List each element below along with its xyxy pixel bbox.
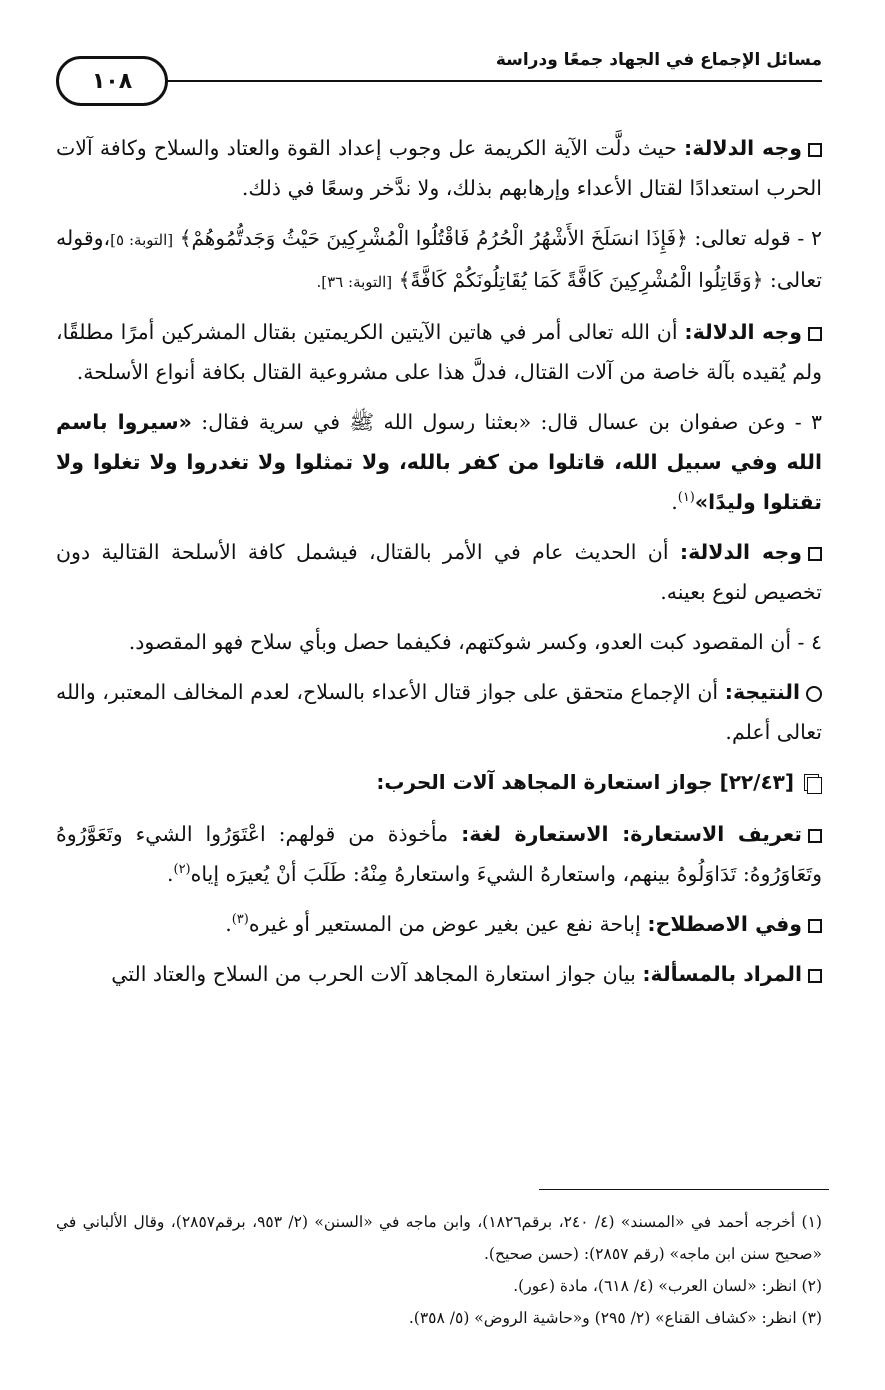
paragraph-8: تعريف الاستعارة: الاستعارة لغة: مأخوذة من قولهم: اعْتَوَرُوا الشيء وتَعَوَّرُوهُ وتَعَاوَرُوهُ: تَدَاوَلُوهُ بينهم، واستعارهُ الشيءَ واستعارهُ مِنْهُ: طَلَبَ أنْ يُعيرَه إياه$^{(٢)}$. (56, 822, 822, 886)
text: حيث دلَّت الآية الكريمة عل وجوب إعداد القوة والعتاد والسلاح وكافة آلات الحرب استعدادًا لقتال الأعداء وإرهابهم بذلك، ولا ندَّخر وسعًا في ذلك. (56, 136, 822, 200)
label: وجه الدلالة: (684, 320, 802, 344)
footnote-1: (١) أخرجه أحمد في «المسند» (٤/ ٢٤٠، برقم١٨٢٦)، وابن ماجه في «السنن» (٢/ ٩٥٣، برقم٢٨٥٧)، وقال الألباني في «صحيح سنن ابن ماجه» (رقم ٢٨٥٧): (حسن صحيح). (56, 1213, 822, 1263)
footnote-ref: (١) (677, 490, 695, 506)
text: أن الله تعالى أمر في هاتين الآيتين الكريمتين بقتال المشركين أمرًا مطلقًا، ولم يُقيده بآلة خاصة من آلات القتال، فدلَّ هذا على مشروعية القتال بكافة أنواع الأسلحة. (56, 320, 822, 384)
square-bullet-icon (808, 327, 822, 341)
label: وفي الاصطلاح: (647, 912, 802, 936)
label: المراد بالمسألة: (642, 962, 802, 986)
square-bullet-icon (808, 919, 822, 933)
square-bullet-icon (808, 829, 822, 843)
square-bullet-icon (808, 969, 822, 983)
heading-text: [٢٢/٤٣] جواز استعارة المجاهد آلات الحرب: (376, 770, 794, 794)
label: وجه الدلالة: (684, 136, 802, 160)
text: أن الحديث عام في الأمر بالقتال، فيشمل كافة الأسلحة القتالية دون تخصيص لنوع بعينه. (56, 540, 822, 604)
paragraph-2 (56, 218, 822, 302)
main-text (56, 128, 822, 1004)
square-bullet-icon (808, 143, 822, 157)
paragraph-4 (56, 402, 822, 522)
quran-verse: ﴿وَقَاتِلُوا الْمُشْرِكِينَ كَافَّةً كَمَا يُقَاتِلُونَكُمْ كَافَّةً﴾ (398, 268, 764, 292)
paragraph-9: وفي الاصطلاح: إباحة نفع عين بغير عوض من المستعير أو غيره$^{(٣)}$. (56, 904, 822, 944)
paragraph-7 (56, 672, 822, 752)
section-heading (56, 762, 822, 802)
square-bullet-icon (808, 547, 822, 561)
circle-bullet-icon (806, 686, 822, 702)
book-icon (804, 774, 822, 794)
label: تعريف الاستعارة: الاستعارة لغة: (461, 822, 802, 846)
quran-verse: ﴿فَإِذَا انسَلَخَ الأَشْهُرُ الْحُرُمُ فَاقْتُلُوا الْمُشْرِكِينَ حَيْثُ وَجَدتُّمُوهُمْ﴾ (179, 226, 688, 250)
text: بيان جواز استعارة المجاهد آلات الحرب من السلاح والعتاد التي (111, 962, 636, 986)
verse-reference: [التوبة: ٥] (110, 231, 174, 249)
text: ٤ - أن المقصود كبت العدو، وكسر شوكتهم، فكيفما حصل وبأي سلاح فهو المقصود. (128, 630, 822, 654)
hadith-text: «سيروا باسم الله وفي سبيل الله، قاتلوا من كفر بالله، ولا تمثلوا ولا تغدروا ولا تغلوا ولا تقتلوا وليدًا» (56, 410, 822, 514)
label: النتيجة: (724, 680, 800, 704)
paragraph-6 (56, 622, 822, 662)
text: ،وقوله تعالى: (56, 226, 822, 292)
page-header (56, 42, 822, 106)
paragraph-1 (56, 128, 822, 208)
footnote-ref: (٣) (231, 912, 249, 928)
page-number: ١٠٨ (56, 56, 168, 106)
footnote-3: (٣) انظر: «كشاف القناع» (٢/ ٢٩٥) و«حاشية الروض» (٥/ ٣٥٨). (408, 1309, 822, 1327)
text: مأخوذة من قولهم: اعْتَوَرُوا الشيء وتَعَوَّرُوهُ وتَعَاوَرُوهُ: تَدَاوَلُوهُ بينهم، واستعارهُ الشيءَ واستعارهُ مِنْهُ: طَلَبَ أنْ يُعيرَه إياه (56, 822, 822, 886)
label: وجه الدلالة: (679, 540, 802, 564)
verse-reference: [التوبة: ٣٦]. (316, 273, 393, 291)
paragraph-10 (56, 954, 822, 994)
footnote-ref: (٢) (173, 862, 191, 878)
text: ٢ - قوله تعالى: (694, 226, 822, 250)
paragraph-3 (56, 312, 822, 392)
footnotes (56, 1206, 822, 1334)
text: ٣ - وعن صفوان بن عسال قال: «بعثنا رسول الله ﷺ في سرية فقال: (201, 410, 822, 434)
footnote-separator (539, 1189, 829, 1190)
paragraph-5 (56, 532, 822, 612)
text: إباحة نفع عين بغير عوض من المستعير أو غيره (248, 912, 641, 936)
running-title: مسائل الإجماع في الجهاد جمعًا ودراسة (495, 50, 822, 70)
footnote-2: (٢) انظر: «لسان العرب» (٤/ ٦١٨)، مادة (عور). (513, 1277, 822, 1295)
text: . (671, 490, 678, 514)
text: أن الإجماع متحقق على جواز قتال الأعداء بالسلاح، لعدم المخالف المعتبر، والله تعالى أعلم. (56, 680, 822, 744)
header-rule (166, 80, 822, 82)
